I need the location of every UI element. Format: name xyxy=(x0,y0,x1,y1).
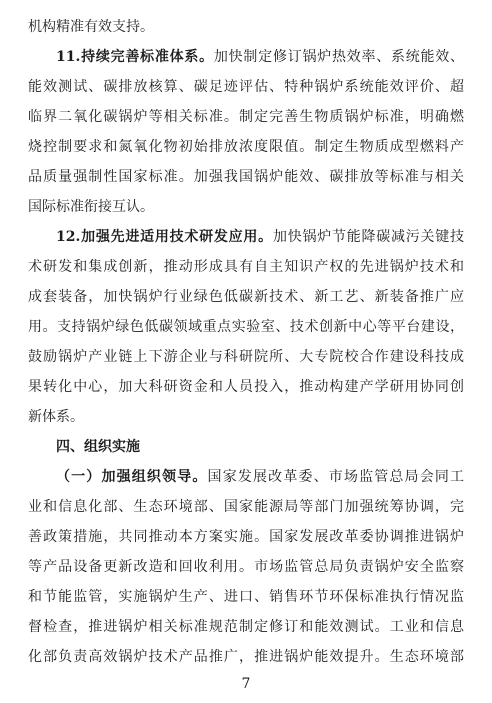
text-line: 鼓励锅炉产业链上下游企业与科研院所、大专院校合作建设科技成 xyxy=(28,349,464,365)
item-11-title: 11.持续完善标准体系。 xyxy=(56,49,214,65)
text-line: 品质量强制性国家标准。加强我国锅炉能效、碳排放等标准与相关 xyxy=(28,169,464,185)
page-number: 7 xyxy=(241,676,251,692)
item-12-paragraph xyxy=(28,222,464,432)
continuation-paragraph xyxy=(28,12,464,42)
section-4-item-1-title: （一）加强组织领导。 xyxy=(56,469,208,485)
section-4-item-1-first-line-text: 国家发展改革委、市场监管总局会同工 xyxy=(207,469,464,485)
text-line: 用。支持锅炉绿色低碳领域重点实验室、技术创新中心等平台建设， xyxy=(28,319,464,335)
text-line: 督检查，推进锅炉相关标准规范制定修订和能效测试。工业和信息 xyxy=(28,619,464,635)
section-4-heading-paragraph xyxy=(28,432,464,462)
item-11-first-line xyxy=(28,42,464,72)
text-line: 国际标准衔接互认。 xyxy=(28,199,154,215)
text-line: 善政策措施，共同推动本方案实施。国家发展改革委协调推进锅炉 xyxy=(28,529,464,545)
section-heading: 四、组织实施 xyxy=(56,439,140,455)
text-line: 等产品设备更新改造和回收利用。市场监管总局负责锅炉安全监察 xyxy=(28,559,464,575)
text-line: 果转化中心，加大科研资金和人员投入，推动构建产学研用协同创 xyxy=(28,379,464,395)
document-body xyxy=(28,12,464,672)
item-12-title: 12.加强先进适用技术研发应用。 xyxy=(56,229,273,245)
text-line: 成套装备，加快锅炉行业绿色低碳新技术、新工艺、新装备推广应 xyxy=(28,289,464,305)
text-line: 化部负责高效锅炉技术产品推广，推进锅炉能效提升。生态环境部 xyxy=(28,649,464,665)
text-line: 新体系。 xyxy=(28,409,84,425)
item-12-first-line-text: 加快锅炉节能降碳减污关键技 xyxy=(272,229,464,245)
section-4-item-1-paragraph xyxy=(28,462,464,672)
text-line: 术研发和集成创新，推动形成具有自主知识产权的先进锅炉技术和 xyxy=(28,259,464,275)
item-11-first-line-text: 加快制定修订锅炉热效率、系统能效、 xyxy=(213,49,464,65)
text-line: 和节能监管，实施锅炉生产、进口、销售环节环保标准执行情况监 xyxy=(28,589,464,605)
text-line: 能效测试、碳排放核算、碳足迹评估、特种锅炉系统能效评价、超 xyxy=(28,79,464,95)
text-line: 业和信息化部、生态环境部、国家能源局等部门加强统筹协调，完 xyxy=(28,499,464,515)
text-line: 机构精准有效支持。 xyxy=(28,19,154,35)
item-11-paragraph xyxy=(28,42,464,222)
item-12-first-line xyxy=(28,222,464,252)
text-line: 烧控制要求和氮氧化物初始排放浓度限值。制定生物质成型燃料产 xyxy=(28,139,464,155)
section-4-item-1-first-line xyxy=(28,462,464,492)
text-line: 临界二氧化碳锅炉等相关标准。制定完善生物质锅炉标准，明确燃 xyxy=(28,109,464,125)
